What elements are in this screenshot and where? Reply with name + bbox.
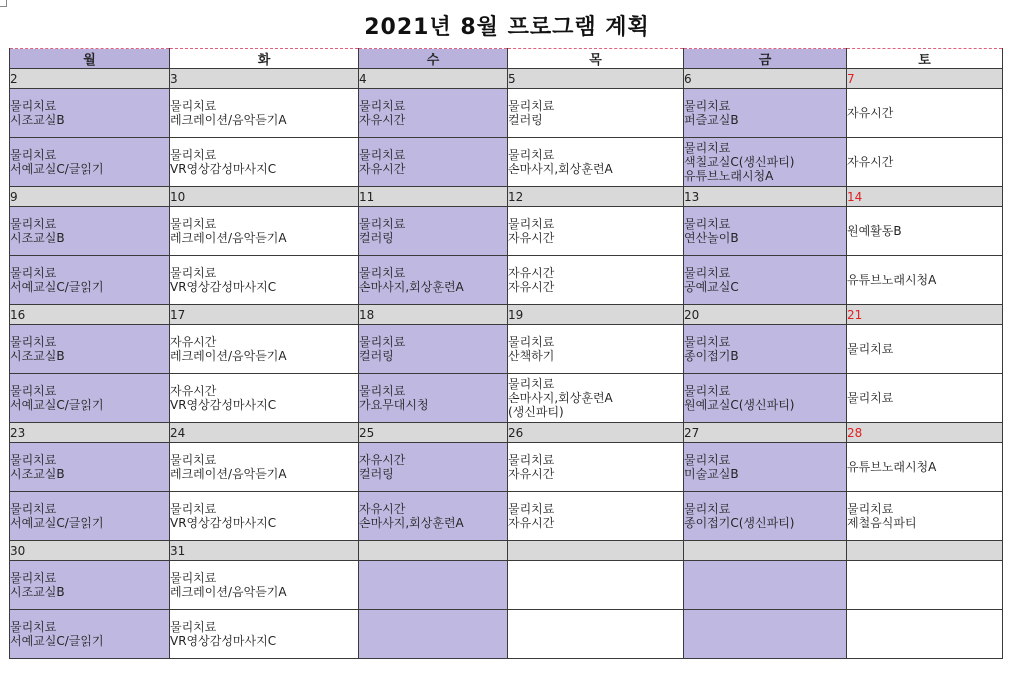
activity-cell bbox=[684, 610, 847, 659]
activity-text: 물리치료 bbox=[170, 620, 217, 634]
activity-text: 물리치료 bbox=[10, 266, 57, 280]
activity-cell bbox=[847, 443, 1003, 492]
activity-cell bbox=[684, 561, 847, 610]
activity-row bbox=[10, 138, 1003, 187]
activity-text: 손마사지,회상훈련A bbox=[359, 516, 464, 530]
activity-text: 자유시간 bbox=[508, 231, 555, 245]
date-cell: 14 bbox=[847, 187, 1003, 207]
activity-text: 물리치료 bbox=[170, 266, 217, 280]
activity-cell bbox=[508, 256, 684, 305]
activity-cell bbox=[508, 207, 684, 256]
date-cell: 12 bbox=[508, 187, 684, 207]
activity-text: VR영상감성마사지C bbox=[170, 634, 277, 648]
activity-text: 물리치료 bbox=[847, 342, 894, 356]
activity-text: 서예교실C/글읽기 bbox=[10, 516, 104, 530]
activity-text: 자유시간 bbox=[508, 516, 555, 530]
activity-cell bbox=[359, 325, 508, 374]
activity-text: VR영상감성마사지C bbox=[170, 516, 277, 530]
activity-row bbox=[10, 374, 1003, 423]
activity-cell bbox=[10, 492, 170, 541]
activity-cell bbox=[684, 256, 847, 305]
activity-cell bbox=[847, 374, 1003, 423]
activity-text: 레크레이션/음악듣기A bbox=[170, 349, 287, 363]
date-cell bbox=[847, 541, 1003, 561]
activity-text: 물리치료 bbox=[10, 620, 57, 634]
date-cell: 19 bbox=[508, 305, 684, 325]
activity-text: 물리치료 bbox=[359, 99, 406, 113]
activity-cell bbox=[10, 256, 170, 305]
activity-cell bbox=[170, 561, 359, 610]
activity-text: 색칠교실C(생신파티) bbox=[684, 155, 795, 169]
date-cell: 11 bbox=[359, 187, 508, 207]
program-calendar bbox=[9, 48, 1003, 659]
activity-row bbox=[10, 561, 1003, 610]
activity-text: 물리치료 bbox=[508, 217, 555, 231]
date-row bbox=[10, 187, 1003, 207]
activity-cell bbox=[10, 374, 170, 423]
date-row bbox=[10, 541, 1003, 561]
activity-row bbox=[10, 610, 1003, 659]
activity-text: 물리치료 bbox=[10, 502, 57, 516]
activity-text: 유튜브노래시청A bbox=[684, 169, 774, 183]
date-cell: 2 bbox=[10, 69, 170, 89]
activity-cell bbox=[847, 561, 1003, 610]
activity-cell bbox=[359, 374, 508, 423]
date-row bbox=[10, 69, 1003, 89]
activity-text: 종이접기B bbox=[684, 349, 739, 363]
activity-text: 물리치료 bbox=[359, 217, 406, 231]
activity-row bbox=[10, 492, 1003, 541]
activity-text: 레크레이션/음악듣기A bbox=[170, 113, 287, 127]
activity-cell bbox=[359, 443, 508, 492]
activity-text: 물리치료 bbox=[10, 99, 57, 113]
date-cell: 10 bbox=[170, 187, 359, 207]
activity-text: 손마사지,회상훈련A bbox=[508, 391, 613, 405]
activity-cell bbox=[847, 256, 1003, 305]
activity-text: VR영상감성마사지C bbox=[170, 280, 277, 294]
date-cell: 4 bbox=[359, 69, 508, 89]
date-cell: 31 bbox=[170, 541, 359, 561]
date-row bbox=[10, 423, 1003, 443]
activity-text: 물리치료 bbox=[508, 377, 555, 391]
activity-cell bbox=[170, 256, 359, 305]
activity-text: 손마사지,회상훈련A bbox=[508, 162, 613, 176]
activity-text: 물리치료 bbox=[847, 391, 894, 405]
activity-cell bbox=[359, 89, 508, 138]
activity-cell bbox=[847, 492, 1003, 541]
activity-text: (생신파티) bbox=[508, 405, 564, 419]
weekday-thu: 목 bbox=[508, 49, 684, 69]
activity-text: 연산놀이B bbox=[684, 231, 739, 245]
activity-cell bbox=[684, 492, 847, 541]
activity-cell bbox=[359, 492, 508, 541]
activity-text: 자유시간 bbox=[508, 280, 555, 294]
activity-text: 자유시간 bbox=[170, 384, 217, 398]
activity-row bbox=[10, 443, 1003, 492]
activity-text: 원예교실C(생신파티) bbox=[684, 398, 795, 412]
activity-text: 자유시간 bbox=[359, 113, 406, 127]
date-cell: 9 bbox=[10, 187, 170, 207]
activity-text: 공예교실C bbox=[684, 280, 739, 294]
activity-text: 물리치료 bbox=[170, 453, 217, 467]
activity-cell bbox=[359, 256, 508, 305]
activity-text: 손마사지,회상훈련A bbox=[359, 280, 464, 294]
date-cell: 25 bbox=[359, 423, 508, 443]
activity-text: 레크레이션/음악듣기A bbox=[170, 585, 287, 599]
activity-text: 물리치료 bbox=[508, 453, 555, 467]
activity-text: 물리치료 bbox=[170, 148, 217, 162]
activity-cell bbox=[10, 89, 170, 138]
activity-cell bbox=[170, 325, 359, 374]
activity-cell bbox=[508, 374, 684, 423]
activity-cell bbox=[684, 374, 847, 423]
activity-text: 물리치료 bbox=[508, 502, 555, 516]
activity-cell bbox=[684, 138, 847, 187]
activity-cell bbox=[10, 610, 170, 659]
activity-cell bbox=[170, 492, 359, 541]
activity-row bbox=[10, 207, 1003, 256]
activity-text: 유튜브노래시청A bbox=[847, 460, 937, 474]
activity-cell bbox=[170, 374, 359, 423]
activity-text: 자유시간 bbox=[847, 106, 894, 120]
activity-text: 자유시간 bbox=[359, 453, 406, 467]
weekday-header-row bbox=[10, 49, 1003, 69]
activity-cell bbox=[359, 207, 508, 256]
activity-text: VR영상감성마사지C bbox=[170, 398, 277, 412]
activity-cell bbox=[10, 561, 170, 610]
activity-text: 자유시간 bbox=[508, 266, 555, 280]
activity-text: 물리치료 bbox=[684, 141, 731, 155]
activity-row bbox=[10, 325, 1003, 374]
activity-text: 물리치료 bbox=[684, 99, 731, 113]
weekday-wed: 수 bbox=[359, 49, 508, 69]
corner-mark bbox=[0, 0, 7, 7]
activity-text: 서예교실C/글읽기 bbox=[10, 398, 104, 412]
date-cell: 5 bbox=[508, 69, 684, 89]
activity-text: 물리치료 bbox=[359, 335, 406, 349]
activity-row bbox=[10, 89, 1003, 138]
date-cell: 13 bbox=[684, 187, 847, 207]
activity-cell bbox=[170, 89, 359, 138]
activity-text: 컬러링 bbox=[508, 113, 543, 127]
activity-cell bbox=[170, 138, 359, 187]
activity-text: 물리치료 bbox=[10, 453, 57, 467]
activity-text: 물리치료 bbox=[10, 217, 57, 231]
activity-text: 서예교실C/글읽기 bbox=[10, 162, 104, 176]
activity-cell bbox=[508, 138, 684, 187]
activity-cell bbox=[847, 207, 1003, 256]
activity-text: 물리치료 bbox=[359, 384, 406, 398]
weekday-tue: 화 bbox=[170, 49, 359, 69]
date-cell: 24 bbox=[170, 423, 359, 443]
activity-row bbox=[10, 256, 1003, 305]
activity-text: 미술교실B bbox=[684, 467, 739, 481]
activity-cell bbox=[508, 443, 684, 492]
activity-text: VR영상감성마사지C bbox=[170, 162, 277, 176]
activity-text: 제철음식파티 bbox=[847, 516, 917, 530]
page-title: 2021년 8월 프로그램 계획 bbox=[364, 15, 650, 40]
activity-cell bbox=[170, 207, 359, 256]
activity-cell bbox=[359, 610, 508, 659]
activity-text: 원예활동B bbox=[847, 224, 902, 238]
activity-cell bbox=[508, 610, 684, 659]
date-cell: 7 bbox=[847, 69, 1003, 89]
activity-text: 컬러링 bbox=[359, 231, 394, 245]
date-cell: 6 bbox=[684, 69, 847, 89]
activity-text: 퍼즐교실B bbox=[684, 113, 739, 127]
activity-text: 시조교실B bbox=[10, 349, 65, 363]
date-cell: 27 bbox=[684, 423, 847, 443]
activity-text: 자유시간 bbox=[508, 467, 555, 481]
activity-text: 자유시간 bbox=[170, 335, 217, 349]
date-cell: 18 bbox=[359, 305, 508, 325]
activity-cell bbox=[508, 561, 684, 610]
activity-cell bbox=[508, 325, 684, 374]
date-cell: 21 bbox=[847, 305, 1003, 325]
date-cell: 16 bbox=[10, 305, 170, 325]
date-cell: 17 bbox=[170, 305, 359, 325]
activity-text: 물리치료 bbox=[170, 571, 217, 585]
weekday-fri: 금 bbox=[684, 49, 847, 69]
activity-cell bbox=[847, 325, 1003, 374]
activity-text: 물리치료 bbox=[684, 335, 731, 349]
activity-cell bbox=[359, 561, 508, 610]
weekday-sat: 토 bbox=[847, 49, 1003, 69]
date-cell bbox=[508, 541, 684, 561]
activity-text: 물리치료 bbox=[508, 335, 555, 349]
activity-text: 물리치료 bbox=[170, 99, 217, 113]
date-cell: 28 bbox=[847, 423, 1003, 443]
activity-text: 시조교실B bbox=[10, 113, 65, 127]
activity-text: 물리치료 bbox=[359, 148, 406, 162]
date-cell bbox=[359, 541, 508, 561]
activity-cell bbox=[684, 89, 847, 138]
activity-text: 자유시간 bbox=[847, 155, 894, 169]
activity-text: 물리치료 bbox=[508, 99, 555, 113]
date-cell bbox=[684, 541, 847, 561]
activity-text: 물리치료 bbox=[10, 384, 57, 398]
activity-text: 레크레이션/음악듣기A bbox=[170, 467, 287, 481]
activity-text: 유튜브노래시청A bbox=[847, 273, 937, 287]
activity-cell bbox=[684, 443, 847, 492]
activity-text: 컬러링 bbox=[359, 349, 394, 363]
activity-text: 물리치료 bbox=[170, 502, 217, 516]
activity-text: 시조교실B bbox=[10, 231, 65, 245]
activity-text: 시조교실B bbox=[10, 467, 65, 481]
activity-text: 컬러링 bbox=[359, 467, 394, 481]
activity-text: 산책하기 bbox=[508, 349, 555, 363]
activity-cell bbox=[10, 443, 170, 492]
activity-text: 서예교실C/글읽기 bbox=[10, 634, 104, 648]
activity-cell bbox=[684, 325, 847, 374]
activity-text: 물리치료 bbox=[684, 266, 731, 280]
activity-text: 시조교실B bbox=[10, 585, 65, 599]
activity-cell bbox=[170, 443, 359, 492]
activity-cell bbox=[10, 138, 170, 187]
activity-text: 물리치료 bbox=[847, 502, 894, 516]
activity-text: 물리치료 bbox=[170, 217, 217, 231]
activity-cell bbox=[10, 207, 170, 256]
date-cell: 3 bbox=[170, 69, 359, 89]
activity-cell bbox=[10, 325, 170, 374]
activity-text: 자유시간 bbox=[359, 502, 406, 516]
activity-text: 서예교실C/글읽기 bbox=[10, 280, 104, 294]
activity-cell bbox=[359, 138, 508, 187]
activity-text: 물리치료 bbox=[508, 148, 555, 162]
activity-text: 물리치료 bbox=[10, 571, 57, 585]
date-cell: 20 bbox=[684, 305, 847, 325]
activity-cell bbox=[684, 207, 847, 256]
activity-cell bbox=[847, 138, 1003, 187]
activity-text: 물리치료 bbox=[359, 266, 406, 280]
activity-cell bbox=[508, 89, 684, 138]
activity-text: 물리치료 bbox=[684, 217, 731, 231]
activity-text: 물리치료 bbox=[10, 148, 57, 162]
activity-cell bbox=[847, 89, 1003, 138]
activity-text: 종이접기C(생신파티) bbox=[684, 516, 795, 530]
activity-text: 레크레이션/음악듣기A bbox=[170, 231, 287, 245]
activity-cell bbox=[847, 610, 1003, 659]
date-cell: 30 bbox=[10, 541, 170, 561]
activity-text: 물리치료 bbox=[684, 453, 731, 467]
date-cell: 26 bbox=[508, 423, 684, 443]
weekday-mon: 월 bbox=[10, 49, 170, 69]
date-cell: 23 bbox=[10, 423, 170, 443]
activity-text: 물리치료 bbox=[684, 384, 731, 398]
activity-text: 가요무대시청 bbox=[359, 398, 429, 412]
activity-cell bbox=[170, 610, 359, 659]
activity-text: 물리치료 bbox=[10, 335, 57, 349]
date-row bbox=[10, 305, 1003, 325]
activity-text: 자유시간 bbox=[359, 162, 406, 176]
activity-text: 물리치료 bbox=[684, 502, 731, 516]
activity-cell bbox=[508, 492, 684, 541]
